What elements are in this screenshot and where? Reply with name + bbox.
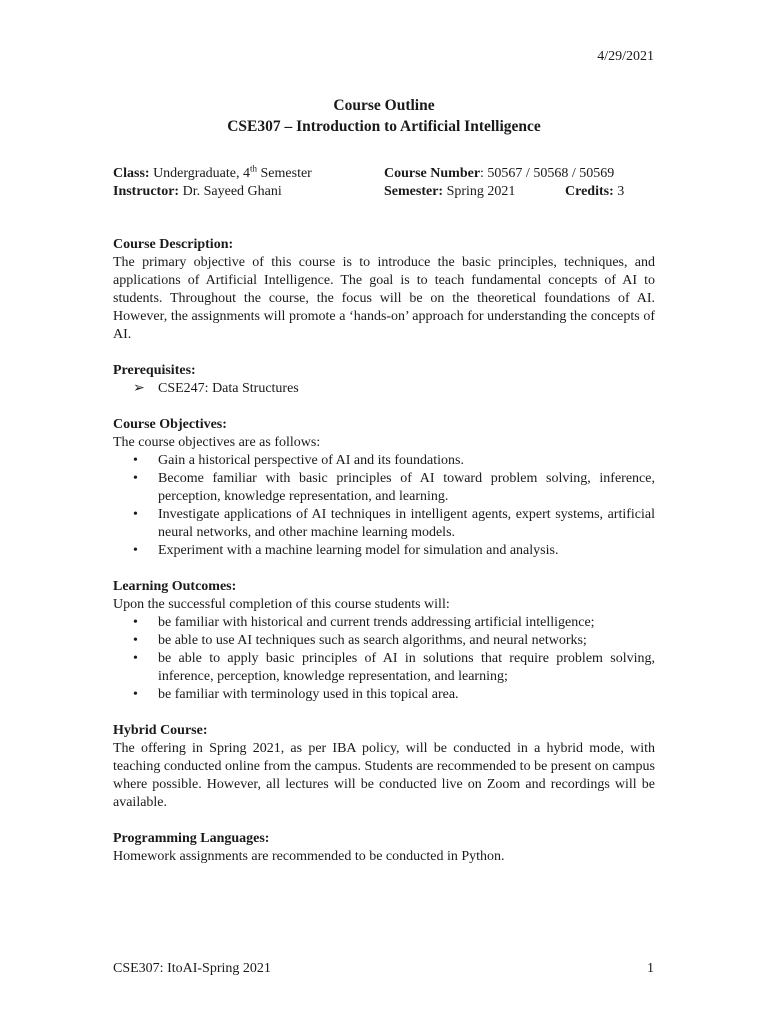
list-item-text: be able to use AI techniques such as search algorithms, and neural networks;: [158, 633, 587, 648]
description-text: The primary objective of this course is to introduce the basic principles, techniques, and applications of Artificial Intelligence. The goal is to teach fundamental concepts of AI to students. Throughout the course, the focus will be on the theoretical foundations of AI. However, the assignments will promote a ‘hands-on’ approach for understanding the concepts of AI.: [113, 255, 655, 342]
document-content: [113, 236, 655, 884]
section-languages: [113, 830, 655, 866]
class-info: [113, 165, 312, 183]
info-row-class: [113, 165, 673, 183]
document-title: Course Outline: [333, 97, 435, 114]
languages-heading: Programming Languages:: [113, 831, 270, 846]
section-outcomes: [113, 578, 655, 704]
objectives-heading: Course Objectives:: [113, 417, 227, 432]
prerequisites-list: [113, 380, 655, 398]
hybrid-text: The offering in Spring 2021, as per IBA policy, will be conducted in a hybrid mode, with teaching conducted online from the campus. Students are recommended to be present on campus where possible. However, all lectures will be conducted live on Zoom and recordings will be available.: [113, 741, 655, 810]
bullet-icon: •: [133, 615, 138, 630]
document-date: 4/29/2021: [597, 49, 654, 64]
bullet-icon: •: [133, 453, 138, 468]
instructor-info: [113, 183, 282, 201]
list-item: [113, 506, 655, 542]
document-subtitle: CSE307 – Introduction to Artificial Intelligence: [227, 118, 541, 135]
description-heading: Course Description:: [113, 237, 234, 252]
instructor-value: Dr. Sayeed Ghani: [182, 184, 282, 199]
semester-info: [384, 183, 515, 201]
objectives-list: [113, 452, 655, 560]
list-item: [113, 542, 655, 560]
bullet-icon: •: [133, 633, 138, 648]
course-number-label: Course Number: [384, 166, 481, 181]
hybrid-heading: Hybrid Course:: [113, 723, 208, 738]
bullet-icon: •: [133, 543, 138, 558]
bullet-icon: •: [133, 471, 138, 486]
section-description: [113, 236, 655, 344]
languages-text: Homework assignments are recommended to be conducted in Python.: [113, 849, 505, 864]
bullet-icon: •: [133, 651, 138, 666]
list-item: [113, 452, 655, 470]
instructor-label: Instructor:: [113, 184, 180, 199]
list-item-text: be familiar with historical and current trends addressing artificial intelligence;: [158, 615, 595, 630]
bullet-icon: •: [133, 507, 138, 522]
outcomes-heading: Learning Outcomes:: [113, 579, 237, 594]
semester-value: Spring 2021: [446, 184, 516, 199]
list-item-text: be familiar with terminology used in this topical area.: [158, 687, 459, 702]
list-item-text: Gain a historical perspective of AI and its foundations.: [158, 453, 464, 468]
class-label: Class:: [113, 166, 150, 181]
outcomes-list: [113, 614, 655, 704]
outcomes-intro: Upon the successful completion of this course students will:: [113, 597, 450, 612]
credits-label: Credits:: [565, 184, 614, 199]
list-item-text: Become familiar with basic principles of AI toward problem solving, inference, perception, knowledge representation, and learning.: [158, 471, 655, 504]
course-number-value: : 50567 / 50568 / 50569: [480, 166, 615, 181]
class-value: Undergraduate, 4: [153, 166, 250, 181]
list-item: [113, 470, 655, 506]
title-block: [0, 95, 768, 137]
list-item: [113, 686, 655, 704]
list-item: [113, 632, 655, 650]
list-item-text: Investigate applications of AI techniques in intelligent agents, expert systems, artificial neural networks, and other machine learning models.: [158, 507, 655, 540]
page-number: 1: [647, 961, 654, 976]
section-prerequisites: [113, 362, 655, 398]
arrow-bullet-icon: ➢: [133, 381, 145, 396]
section-objectives: [113, 416, 655, 560]
semester-label: Semester:: [384, 184, 444, 199]
bullet-icon: •: [133, 687, 138, 702]
info-row-instructor: [113, 183, 673, 201]
footer-course-label: CSE307: ItoAI-Spring 2021: [113, 961, 271, 976]
objectives-intro: The course objectives are as follows:: [113, 435, 321, 450]
list-item: [113, 380, 655, 398]
prerequisites-heading: Prerequisites:: [113, 363, 196, 378]
course-number-info: [384, 165, 614, 183]
list-item-text: be able to apply basic principles of AI in solutions that require problem solving, inference, perception, knowledge representation, and learning;: [158, 651, 655, 684]
course-info: [113, 165, 673, 201]
list-item-text: Experiment with a machine learning model for simulation and analysis.: [158, 543, 559, 558]
list-item: [113, 614, 655, 632]
list-item: [113, 650, 655, 686]
credits-info: [565, 183, 624, 201]
class-sup: th: [250, 163, 258, 174]
class-suffix: Semester: [260, 166, 312, 181]
list-item-text: CSE247: Data Structures: [158, 381, 299, 396]
section-hybrid: [113, 722, 655, 812]
credits-value: 3: [617, 184, 625, 199]
